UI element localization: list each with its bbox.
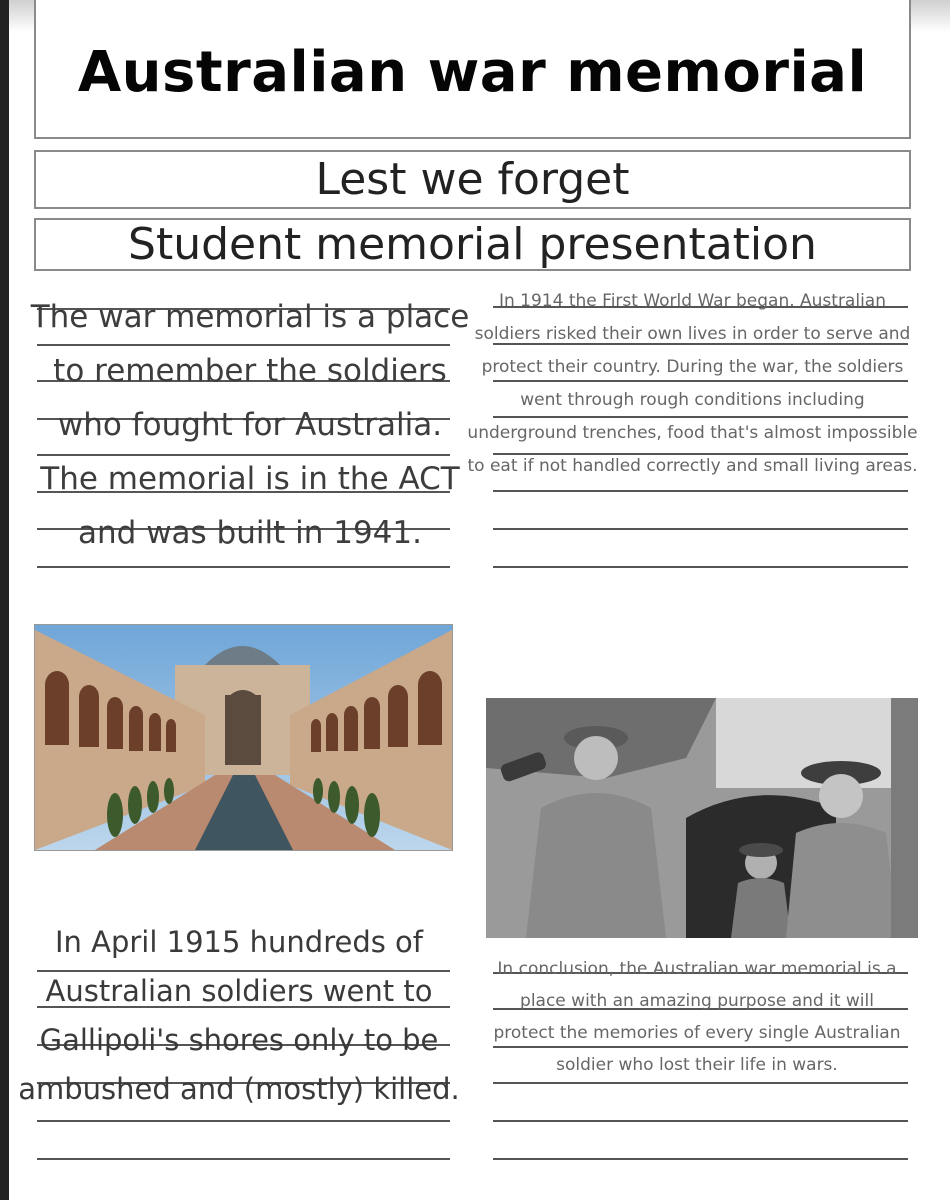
subtitle-presentation: Student memorial presentation <box>128 219 817 270</box>
page-title: Australian war memorial <box>77 40 868 105</box>
paragraph-first-world-war: In 1914 the First World War began. Australian soldiers risked their own lives in order to serve and protect their country. During the war, the soldiers went through rough conditions including underground trenches, food that's almost impossible to eat if not handled correctly and small living areas. <box>467 291 918 476</box>
soldiers-photo <box>486 698 918 938</box>
paragraph-memorial-intro: The war memorial is a place to remember the soldiers who fought for Australia. The memorial is in the ACT and was built in 1941. <box>30 299 470 551</box>
soldiers-illustration <box>486 698 918 938</box>
paragraph-conclusion: In conclusion, the Australian war memorial is a place with an amazing purpose and it will protect the memories of every single Australian soldier who lost their life in wars. <box>493 959 901 1075</box>
subtitle-lest-we-forget: Lest we forget <box>315 154 630 205</box>
memorial-illustration <box>35 625 452 850</box>
paragraph-gallipoli: In April 1915 hundreds of Australian soldiers went to Gallipoli's shores only to be ambushed and (mostly) killed. <box>18 925 460 1106</box>
memorial-photo <box>34 624 453 851</box>
